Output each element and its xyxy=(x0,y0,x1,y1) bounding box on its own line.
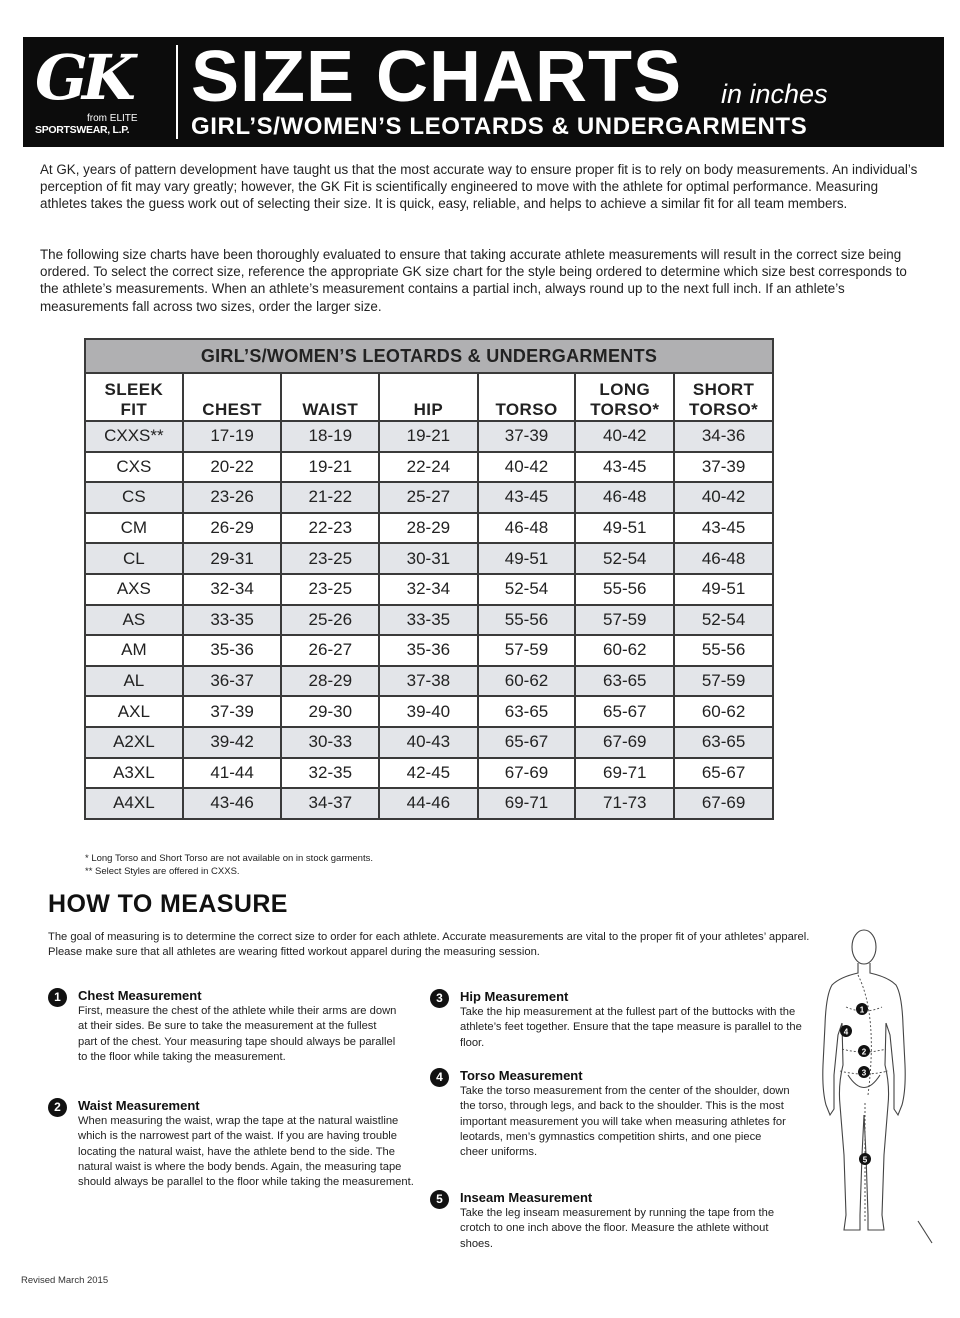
measurement-cell: 42-45 xyxy=(379,758,478,789)
table-row xyxy=(85,788,773,819)
measurement-cell: 32-34 xyxy=(379,574,478,605)
measurement-cell: 57-59 xyxy=(575,605,674,636)
figure-marker-5 xyxy=(859,1153,871,1165)
measurement-cell: 33-35 xyxy=(183,605,282,636)
figure-marker-2 xyxy=(858,1045,870,1057)
figure-marker-1 xyxy=(856,1003,868,1015)
units-label: in inches xyxy=(721,79,828,109)
how-to-measure-intro: The goal of measuring is to determine the correct size to order for each athlete. Accurate measurements are vital to the proper fit of your athletes’ apparel. Please make sure that all athletes are wearing fitted workout apparel during the measuring session. xyxy=(48,931,810,958)
measurement-cell: 57-59 xyxy=(674,666,773,697)
measurement-cell: 35-36 xyxy=(379,635,478,666)
page-subtitle: GIRL’S/WOMEN’S LEOTARDS & UNDERGARMENTS xyxy=(191,113,808,140)
measurement-cell: 52-54 xyxy=(478,574,576,605)
measurement-cell: 39-42 xyxy=(183,727,282,758)
footnote-long-short-torso: * Long Torso and Short Torso are not available on in stock garments. xyxy=(85,853,373,864)
measurement-cell: 69-71 xyxy=(575,758,674,789)
step-number-badge: 1 xyxy=(48,988,67,1007)
measurement-cell: 34-37 xyxy=(281,788,379,819)
size-label-cell: AXS xyxy=(85,574,183,605)
table-row xyxy=(85,635,773,666)
step-title: Inseam Measurement xyxy=(460,1190,593,1205)
measurement-cell: 37-39 xyxy=(478,421,576,452)
column-header: TORSO xyxy=(478,373,576,421)
page-header xyxy=(23,37,944,147)
measurement-cell: 43-45 xyxy=(674,513,773,544)
column-header: CHEST xyxy=(183,373,282,421)
measurement-cell: 49-51 xyxy=(478,543,576,574)
column-header: LONG TORSO* xyxy=(575,373,674,421)
table-row xyxy=(85,452,773,483)
measurement-cell: 71-73 xyxy=(575,788,674,819)
intro-paragraph-1: At GK, years of pattern development have taught us that the most accurate way to ensure proper fit is to rely on body measurements. An individual’s perception of fit may vary greatly; however, the GK Fit is scientifically engineered to move with the athlete for optimal performance. Measuring athletes takes the guess work out of selecting their size. It is quick, easy, reliable, and helps to achieve a similar fit for all team members. xyxy=(40,162,918,212)
table-row xyxy=(85,421,773,452)
measurement-cell: 33-35 xyxy=(379,605,478,636)
measurement-cell: 28-29 xyxy=(281,666,379,697)
measurement-cell: 49-51 xyxy=(674,574,773,605)
table-row xyxy=(85,758,773,789)
measurement-cell: 60-62 xyxy=(575,635,674,666)
measurement-cell: 63-65 xyxy=(674,727,773,758)
measurement-cell: 65-67 xyxy=(478,727,576,758)
measurement-cell: 39-40 xyxy=(379,696,478,727)
measurement-cell: 21-22 xyxy=(281,482,379,513)
body-measurement-figure xyxy=(818,925,934,1255)
measurement-cell: 55-56 xyxy=(674,635,773,666)
measurement-cell: 23-25 xyxy=(281,543,379,574)
step-title: Hip Measurement xyxy=(460,989,569,1004)
step-title: Waist Measurement xyxy=(78,1098,200,1113)
measurement-cell: 22-24 xyxy=(379,452,478,483)
logo-from-text: from ELITE xyxy=(87,113,138,124)
measurement-cell: 57-59 xyxy=(478,635,576,666)
how-to-measure-heading: HOW TO MEASURE xyxy=(48,890,288,918)
measurement-cell: 19-21 xyxy=(379,421,478,452)
step-number-badge: 3 xyxy=(430,989,449,1008)
measurement-cell: 20-22 xyxy=(183,452,282,483)
table-row xyxy=(85,727,773,758)
measurement-cell: 44-46 xyxy=(379,788,478,819)
measurement-cell: 46-48 xyxy=(575,482,674,513)
table-row xyxy=(85,574,773,605)
measurement-cell: 55-56 xyxy=(575,574,674,605)
column-header: SHORT TORSO* xyxy=(674,373,773,421)
measurement-cell: 35-36 xyxy=(183,635,282,666)
table-row xyxy=(85,543,773,574)
step-text: Take the hip measurement at the fullest part of the buttocks with the athlete’s feet together. Ensure that the tape measure is parallel to the floor. xyxy=(460,1006,802,1049)
step-text: Take the torso measurement from the center of the shoulder, down the torso, through legs, and back to the shoulder. This is the most important measurement you will take when measuring athletes for leotards, men’s gymnastics competition shirts, and one piece cheer uniforms. xyxy=(460,1085,790,1159)
step-title: Chest Measurement xyxy=(78,988,202,1003)
column-header: WAIST xyxy=(281,373,379,421)
size-chart-table xyxy=(84,338,774,820)
measurement-cell: 67-69 xyxy=(575,727,674,758)
measurement-cell: 18-19 xyxy=(281,421,379,452)
size-label-cell: A3XL xyxy=(85,758,183,789)
measurement-cell: 37-39 xyxy=(183,696,282,727)
revision-date: Revised March 2015 xyxy=(21,1275,109,1286)
figure-marker-3 xyxy=(858,1066,870,1078)
measurement-cell: 23-25 xyxy=(281,574,379,605)
step-text: Take the leg inseam measurement by running the tape from the crotch to one inch above the floor. Measure the athlete without shoes. xyxy=(460,1207,775,1250)
measurement-cell: 63-65 xyxy=(478,696,576,727)
size-label-cell: CM xyxy=(85,513,183,544)
measurement-cell: 36-37 xyxy=(183,666,282,697)
measurement-cell: 37-38 xyxy=(379,666,478,697)
size-label-cell: AM xyxy=(85,635,183,666)
measurement-cell: 52-54 xyxy=(674,605,773,636)
figure-marker-4 xyxy=(840,1025,852,1037)
marker-label: 3 xyxy=(861,1068,867,1078)
measurement-cell: 43-45 xyxy=(575,452,674,483)
measurement-cell: 49-51 xyxy=(575,513,674,544)
measurement-cell: 28-29 xyxy=(379,513,478,544)
step-text: When measuring the waist, wrap the tape at the natural waistline which is the narrowest part of the waist. If you are having trouble locating the natural waist, have the athlete bend to the side. The natural waist is where the body bends. Again, the measuring tape should always be parallel to the floor while taking the measurement. xyxy=(78,1115,414,1189)
measurement-cell: 65-67 xyxy=(575,696,674,727)
step-text: First, measure the chest of the athlete while their arms are down at their sides. Be sure to take the measurement at the fullest part of the chest. Your measuring tape should always be parallel to the floor while taking the measurement. xyxy=(78,1005,397,1063)
intro-paragraph-2: The following size charts have been thoroughly evaluated to ensure that taking accurate athlete measurements will result in the correct size being ordered. To select the correct size, reference the appropriate GK size chart for the style being ordered to determine which size best corresponds to the athlete’s measurements. When an athlete’s measurement contains a partial inch, always round up to the next full inch. If an athlete’s measurements fall across two sizes, order the larger size. xyxy=(40,247,907,314)
measurement-cell: 32-34 xyxy=(183,574,282,605)
measurement-cell: 43-46 xyxy=(183,788,282,819)
measurement-cell: 17-19 xyxy=(183,421,282,452)
header-divider xyxy=(176,45,178,139)
step-title: Torso Measurement xyxy=(460,1068,583,1083)
measurement-cell: 29-31 xyxy=(183,543,282,574)
measurement-cell: 25-27 xyxy=(379,482,478,513)
marker-label: 5 xyxy=(862,1155,868,1165)
measurement-cell: 23-26 xyxy=(183,482,282,513)
measurement-cell: 43-45 xyxy=(478,482,576,513)
measurement-cell: 60-62 xyxy=(478,666,576,697)
measurement-cell: 22-23 xyxy=(281,513,379,544)
table-body xyxy=(85,421,773,819)
measurement-cell: 60-62 xyxy=(674,696,773,727)
measurement-cell: 69-71 xyxy=(478,788,576,819)
column-header: SLEEK FIT xyxy=(85,373,183,421)
measurement-cell: 63-65 xyxy=(575,666,674,697)
measurement-cell: 25-26 xyxy=(281,605,379,636)
size-label-cell: A2XL xyxy=(85,727,183,758)
measurement-cell: 40-42 xyxy=(575,421,674,452)
step-number-badge: 4 xyxy=(430,1068,449,1087)
size-label-cell: CL xyxy=(85,543,183,574)
measurement-cell: 32-35 xyxy=(281,758,379,789)
footnote-cxxs: ** Select Styles are offered in CXXS. xyxy=(85,866,240,877)
measurement-cell: 29-30 xyxy=(281,696,379,727)
measurement-cell: 40-42 xyxy=(674,482,773,513)
size-label-cell: AXL xyxy=(85,696,183,727)
measurement-cell: 52-54 xyxy=(575,543,674,574)
size-label-cell: A4XL xyxy=(85,788,183,819)
page-title: SIZE CHARTS xyxy=(191,37,683,117)
measurement-cell: 26-29 xyxy=(183,513,282,544)
measurement-cell: 67-69 xyxy=(674,788,773,819)
measurement-cell: 40-42 xyxy=(478,452,576,483)
size-label-cell: CXXS** xyxy=(85,421,183,452)
measurement-cell: 40-43 xyxy=(379,727,478,758)
measurement-cell: 26-27 xyxy=(281,635,379,666)
table-title: GIRL’S/WOMEN’S LEOTARDS & UNDERGARMENTS xyxy=(85,339,773,373)
step-number-badge: 2 xyxy=(48,1098,67,1117)
measurement-cell: 37-39 xyxy=(674,452,773,483)
measurement-cell: 30-31 xyxy=(379,543,478,574)
size-label-cell: AL xyxy=(85,666,183,697)
table-row xyxy=(85,666,773,697)
measurement-cell: 19-21 xyxy=(281,452,379,483)
table-row xyxy=(85,605,773,636)
table-header-row xyxy=(85,373,773,421)
measurement-cell: 65-67 xyxy=(674,758,773,789)
measurement-cell: 67-69 xyxy=(478,758,576,789)
marker-label: 2 xyxy=(861,1047,867,1057)
measurement-cell: 41-44 xyxy=(183,758,282,789)
gk-logo xyxy=(31,41,171,139)
table-row xyxy=(85,513,773,544)
logo-mark: GK xyxy=(35,41,130,114)
measurement-cell: 46-48 xyxy=(478,513,576,544)
marker-label: 4 xyxy=(843,1027,849,1037)
measurement-cell: 30-33 xyxy=(281,727,379,758)
step-number-badge: 5 xyxy=(430,1190,449,1209)
measurement-cell: 46-48 xyxy=(674,543,773,574)
measurement-cell: 34-36 xyxy=(674,421,773,452)
size-label-cell: CS xyxy=(85,482,183,513)
column-header: HIP xyxy=(379,373,478,421)
table-row xyxy=(85,696,773,727)
marker-label: 1 xyxy=(859,1005,865,1015)
measurement-cell: 55-56 xyxy=(478,605,576,636)
logo-brand-text: SPORTSWEAR, L.P. xyxy=(35,124,130,136)
size-label-cell: CXS xyxy=(85,452,183,483)
table-row xyxy=(85,482,773,513)
figure-outline xyxy=(823,930,932,1243)
size-label-cell: AS xyxy=(85,605,183,636)
